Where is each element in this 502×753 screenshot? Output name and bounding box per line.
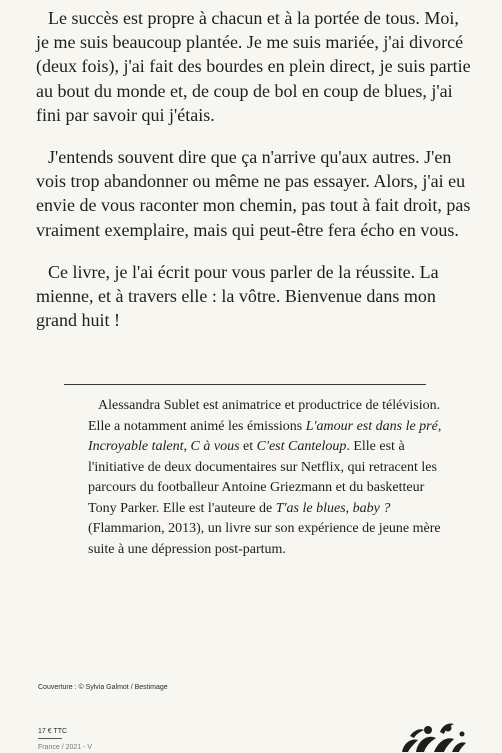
author-bio: Alessandra Sublet est animatrice et productrice de télévision. Elle a notamment animé les émissions L'amour est dans le pré, Incroyable talent, C à vous et C'est Canteloup. Elle est à l'initiative de deux documentaires sur Netflix, qui retracent les parcours du footballeur Antoine Griezmann et du basketteur Tony Parker. Elle est l'auteure de T'as le blues, baby ? (Flammarion, 2013), un livre sur son expérience de jeune mère suite à une dépression post-partum. [88, 398, 442, 557]
intro-paragraph-1: Le succès est propre à chacun et à la portée de tous. Moi, je me suis beaucoup plantée. Je me suis mariée, j'ai divorcé (deux fois), j'ai fait des bourdes en plein direct, je suis partie au bout du monde et, de coup de bol en coup de blues, j'ai fini par savoir qui j'étais. [36, 8, 471, 125]
intro-text [36, 6, 476, 332]
publisher-logo-icon [398, 716, 470, 753]
book-title: T'as le blues, baby ? [275, 500, 391, 516]
show-title: C à vous [190, 439, 240, 454]
intro-paragraph-2: J'entends souvent dire que ça n'arrive qu'aux autres. J'en vois trop abandonner ou même ne pas essayer. Alors, j'ai eu envie de vous raconter mon chemin, pas tout à fait droit, pas vraiment exemplaire, mais qui peut-être fera écho en vous. [36, 147, 471, 240]
cover-credit: Couverture : © Sylvia Galmot / Bestimage [38, 684, 168, 691]
price-divider [38, 738, 62, 739]
intro-paragraph-3: Ce livre, je l'ai écrit pour vous parler de la réussite. La mienne, et à travers elle : la vôtre. Bienvenue dans mon grand huit ! [36, 261, 439, 331]
show-title: C'est Canteloup [256, 439, 347, 454]
price-label: 17 € TTC [38, 728, 68, 735]
show-title: L'amour est dans le pré [305, 418, 438, 434]
show-title: Incroyable talent [88, 439, 184, 454]
section-divider [64, 384, 426, 385]
price-country: France / 2021 - V [38, 744, 93, 751]
